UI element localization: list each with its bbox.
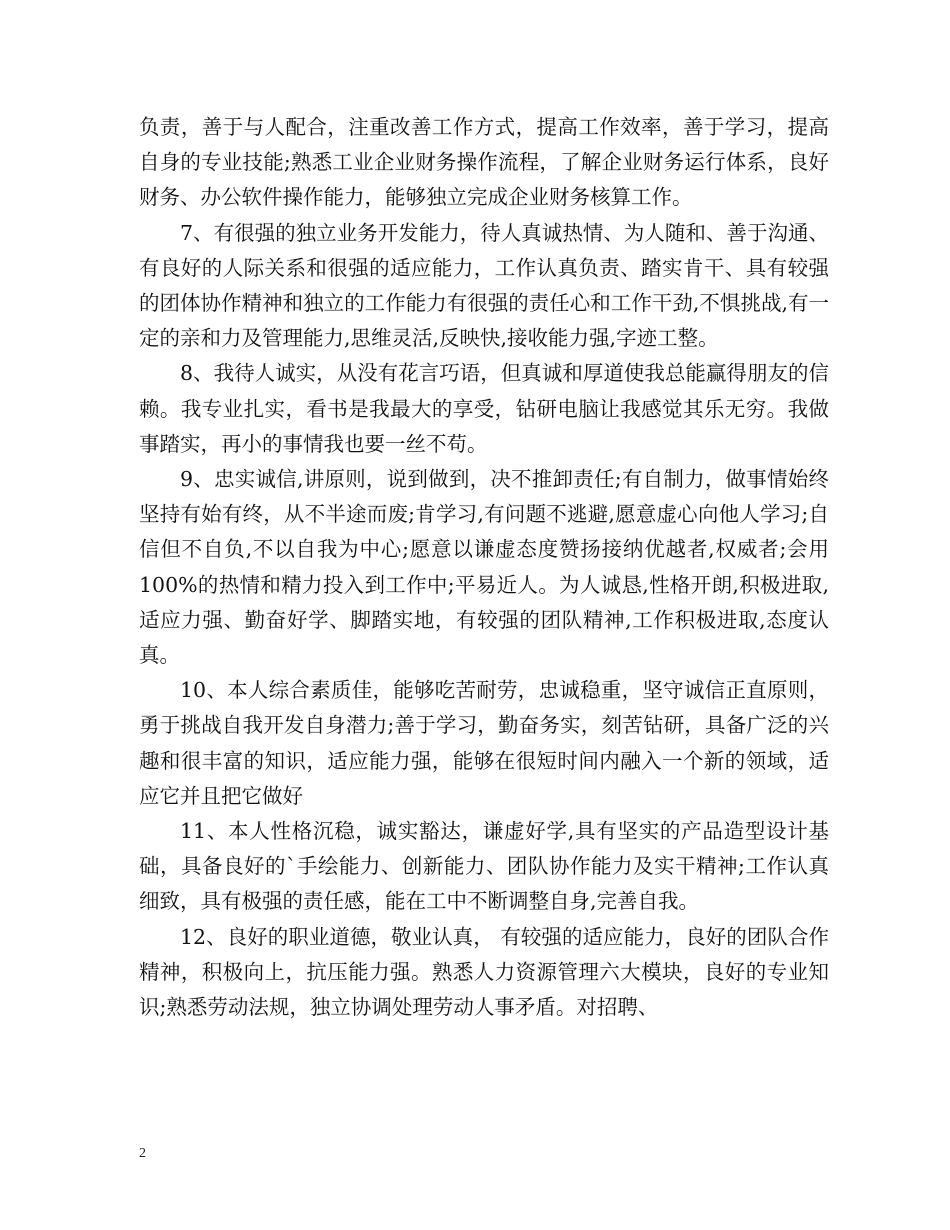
paragraph-item-11: 11、本人性格沉稳，诚实豁达，谦虚好学,具有坚实的产品造型设计基础，具备良好的`手绘能力、创新能力、团队协作能力及实干精神;工作认真细致，具有极强的责任感，能在工中不断调整自身,完善自我。: [139, 819, 829, 914]
paragraph-item-7: 7、有很强的独立业务开发能力，待人真诚热情、为人随和、善于沟通、有良好的人际关系和很强的适应能力，工作认真负责、踏实肯干、具有较强的团体协作精神和独立的工作能力有很强的责任心和工作干劲,不惧挑战,有一定的亲和力及管理能力,思维灵活,反映快,接收能力强,字迹工整。: [139, 220, 829, 351]
paragraph-continuation: 负责，善于与人配合，注重改善工作方式，提高工作效率，善于学习，提高自身的专业技能;熟悉工业企业财务操作流程，了解企业财务运行体系，良好财务、办公软件操作能力，能够独立完成企业财务核算工作。: [139, 115, 829, 210]
document-body: [139, 110, 829, 1025]
paragraph-item-9: 9、忠实诚信,讲原则，说到做到，决不推卸责任;有自制力，做事情始终坚持有始有终，从不半途而废;肯学习,有问题不逃避,愿意虚心向他人学习;自信但不自负,不以自我为中心;愿意以谦虚态度赞扬接纳优越者,权威者;会用100%的热情和精力投入到工作中;平易近人。为人诚恳,性格开朗,积极进取,适应力强、勤奋好学、脚踏实地，有较强的团队精神,工作积极进取,态度认真。: [139, 467, 829, 668]
paragraph-item-8: 8、我待人诚实，从没有花言巧语，但真诚和厚道使我总能赢得朋友的信赖。我专业扎实，看书是我最大的享受，钻研电脑让我感觉其乐无穷。我做事踏实，再小的事情我也要一丝不苟。: [139, 361, 829, 456]
paragraph-item-12: 12、良好的职业道德，敬业认真， 有较强的适应能力，良好的团队合作精神，积极向上，抗压能力强。熟悉人力资源管理六大模块，良好的专业知识;熟悉劳动法规，独立协调处理劳动人事矛盾。对招聘、: [139, 924, 829, 1020]
page-number: 2: [139, 1146, 146, 1161]
paragraph-item-10: 10、本人综合素质佳，能够吃苦耐劳，忠诚稳重，坚守诚信正直原则，勇于挑战自我开发自身潜力;善于学习，勤奋务实，刻苦钻研，具备广泛的兴趣和很丰富的知识，适应能力强，能够在很短时间内融入一个新的领域，适应它并且把它做好: [139, 678, 829, 808]
